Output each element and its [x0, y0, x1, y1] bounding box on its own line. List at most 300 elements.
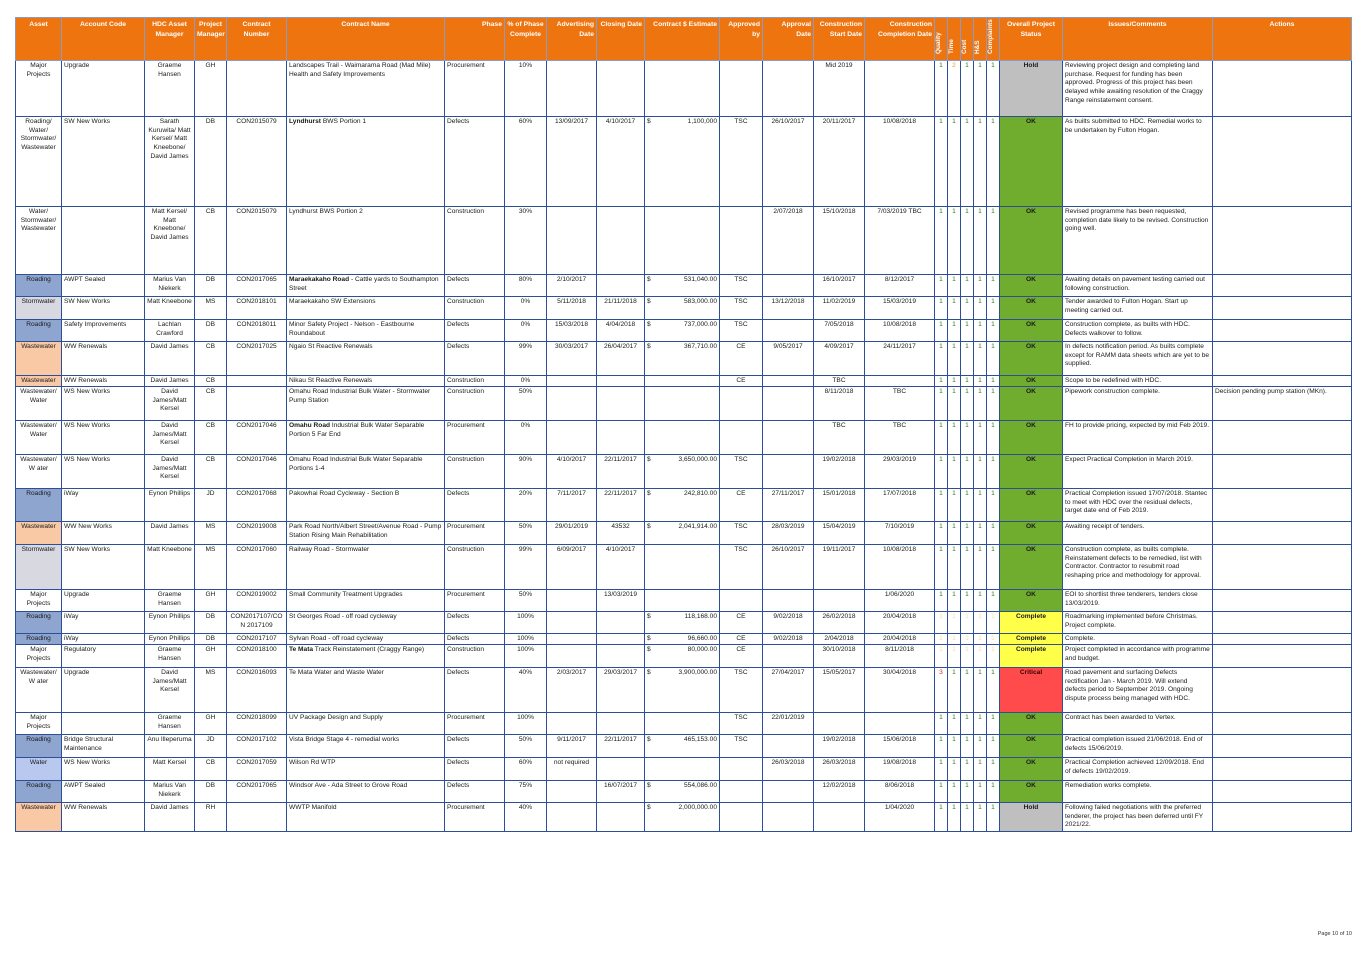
cell-project-manager: CB — [195, 342, 227, 376]
estimate-amount: 242,810.00 — [683, 490, 717, 497]
cell-project-manager: MS — [195, 545, 227, 590]
estimate-amount: 118,168.00 — [684, 613, 717, 620]
cell-asset: Roading — [16, 634, 62, 645]
cell-contract-name — [287, 735, 445, 758]
cell-asset-manager: Graeme Hansen — [145, 645, 195, 668]
estimate-amount: 737,000.00 — [683, 321, 717, 328]
table-row — [16, 668, 1352, 713]
cell-actions — [1213, 489, 1352, 522]
cell-flag-quality: 1 — [935, 320, 948, 342]
cell-issues-comments: Construction complete, as builts complete. Reinstatement defects to be remedied, list with Contractor. Contractor to resubmit road reshaping price and methodology for approval. — [1063, 545, 1213, 590]
cell-approval-date: 27/04/2017 — [763, 668, 814, 713]
table-row — [16, 320, 1352, 342]
cell-issues-comments: Scope to be redefined with HDC. — [1063, 376, 1213, 387]
cell-actions — [1213, 320, 1352, 342]
cell-approved-by — [720, 803, 763, 832]
cell-flag-complaints: 1 — [987, 489, 1000, 522]
cell-flag-quality: 1 — [935, 735, 948, 758]
cell-flag-cost: 1 — [961, 545, 974, 590]
cell-flag-quality: 1 — [935, 387, 948, 421]
cell-closing-date — [597, 387, 645, 421]
cell-construction-completion: TBC — [865, 387, 935, 421]
cell-contract-name — [287, 781, 445, 803]
cell-construction-completion: 15/06/2018 — [865, 735, 935, 758]
cell-flag-cost: 1 — [961, 735, 974, 758]
cell-flag-cost: 1 — [961, 376, 974, 387]
cell-asset: Roading — [16, 735, 62, 758]
col-header: Phase — [445, 18, 505, 61]
cell-construction-start: 26/03/2018 — [814, 758, 865, 781]
cell-asset: Roading/ Water/ Stormwater/ Wastewater — [16, 117, 62, 207]
cell-account-code: iWay — [62, 612, 145, 634]
cell-overall-status: OK — [1000, 455, 1063, 489]
cell-flag-hs: 1 — [974, 735, 987, 758]
cell-actions — [1213, 455, 1352, 489]
cell-contract-number — [227, 803, 287, 832]
cell-flag-hs: 1 — [974, 634, 987, 645]
cell-flag-hs: 1 — [974, 668, 987, 713]
cell-project-manager: CB — [195, 376, 227, 387]
cell-issues-comments: Complete. — [1063, 634, 1213, 645]
cell-approval-date — [763, 275, 814, 297]
cell-closing-date — [597, 376, 645, 387]
cell-issues-comments: Reviewing project design and completing land purchase. Request for funding has been approved. Progress of this project has been delayed while awaiting resolution of the Craggy Range reinstatement consent. — [1063, 61, 1213, 117]
cell-approval-date: 2/07/2018 — [763, 207, 814, 275]
cell-asset: Water — [16, 758, 62, 781]
cell-contract-name — [287, 758, 445, 781]
cell-contract-number: CON2018099 — [227, 713, 287, 735]
cell-closing-date — [597, 207, 645, 275]
cell-asset-manager: Eynon Phillips — [145, 489, 195, 522]
cell-asset: Wastewater/W ater — [16, 455, 62, 489]
cell-contract-number: CON2019008 — [227, 522, 287, 545]
cell-project-manager: CB — [195, 387, 227, 421]
cell-overall-status: OK — [1000, 376, 1063, 387]
cell-flag-cost: 1 — [961, 117, 974, 207]
col-header: Approval Date — [763, 18, 814, 61]
cell-closing-date: 29/03/2017 — [597, 668, 645, 713]
cell-approval-date — [763, 376, 814, 387]
cell-construction-completion — [865, 61, 935, 117]
cell-closing-date — [597, 634, 645, 645]
cell-asset-manager: David James — [145, 522, 195, 545]
cell-asset-manager: Anu Illeperuma — [145, 735, 195, 758]
table-row — [16, 545, 1352, 590]
cell-asset: Roading — [16, 489, 62, 522]
cell-closing-date — [597, 275, 645, 297]
cell-contract-name — [287, 489, 445, 522]
cell-flag-time: 1 — [948, 713, 961, 735]
col-header: Cost — [961, 18, 974, 61]
cell-approved-by: CE — [720, 612, 763, 634]
currency-symbol: $ — [647, 669, 651, 676]
table-row — [16, 713, 1352, 735]
cell-overall-status: OK — [1000, 590, 1063, 612]
cell-closing-date: 22/11/2017 — [597, 455, 645, 489]
cell-flag-time: 1 — [948, 117, 961, 207]
currency-symbol: $ — [647, 646, 651, 653]
cell-approval-date: 22/01/2019 — [763, 713, 814, 735]
currency-symbol: $ — [647, 490, 651, 497]
cell-contract-estimate — [645, 61, 720, 117]
cell-closing-date — [597, 421, 645, 455]
cell-account-code: Upgrade — [62, 668, 145, 713]
table-row — [16, 421, 1352, 455]
cell-flag-time: 1 — [948, 803, 961, 832]
cell-asset-manager: Eynon Phillips — [145, 634, 195, 645]
contract-name-text: Pakowhai Road Cycleway - Section B — [289, 490, 400, 497]
contract-name-text: St Georges Road - off road cycleway — [289, 613, 397, 620]
cell-actions — [1213, 735, 1352, 758]
cell-flag-cost: 1 — [961, 668, 974, 713]
cell-asset-manager: Matt Kneebone — [145, 297, 195, 320]
cell-actions — [1213, 376, 1352, 387]
cell-asset: Major Projects — [16, 645, 62, 668]
cell-approval-date — [763, 645, 814, 668]
cell-actions — [1213, 645, 1352, 668]
cell-overall-status: OK — [1000, 781, 1063, 803]
col-header: Contract Number — [227, 18, 287, 61]
cell-percent-complete: 0% — [505, 320, 547, 342]
cell-flag-hs: 1 — [974, 320, 987, 342]
cell-approved-by: CE — [720, 376, 763, 387]
cell-percent-complete: 50% — [505, 387, 547, 421]
cell-flag-cost: 1 — [961, 634, 974, 645]
cell-flag-hs: 1 — [974, 590, 987, 612]
cell-actions — [1213, 612, 1352, 634]
cell-construction-start: 15/01/2018 — [814, 489, 865, 522]
cell-contract-number — [227, 61, 287, 117]
cell-flag-cost: 1 — [961, 297, 974, 320]
cell-approved-by: TSC — [720, 275, 763, 297]
cell-flag-time: 1 — [948, 668, 961, 713]
cell-phase: Defects — [445, 342, 505, 376]
cell-approved-by — [720, 590, 763, 612]
table-row — [16, 297, 1352, 320]
cell-flag-complaints: 1 — [987, 634, 1000, 645]
currency-symbol: $ — [647, 343, 651, 350]
cell-closing-date: 4/04/2018 — [597, 320, 645, 342]
cell-closing-date: 22/11/2017 — [597, 489, 645, 522]
cell-percent-complete: 20% — [505, 489, 547, 522]
cell-contract-estimate — [645, 645, 720, 668]
cell-asset-manager: Graeme Hansen — [145, 590, 195, 612]
cell-asset: Wastewater/ Water — [16, 387, 62, 421]
cell-construction-start: 11/02/2019 — [814, 297, 865, 320]
cell-actions: Decision pending pump station (MKn). — [1213, 387, 1352, 421]
cell-construction-start — [814, 713, 865, 735]
col-header: Contract Name — [287, 18, 445, 61]
cell-asset: Wastewater/ Water — [16, 421, 62, 455]
contract-name-text: Wilson Rd WTP — [289, 759, 336, 766]
currency-symbol: $ — [647, 456, 651, 463]
cell-asset: Stormwater — [16, 297, 62, 320]
cell-account-code: Upgrade — [62, 61, 145, 117]
cell-flag-cost: 1 — [961, 207, 974, 275]
contract-name-text: Railway Road - Stormwater — [289, 546, 370, 553]
cell-asset-manager: David James — [145, 803, 195, 832]
cell-construction-start: 20/11/2017 — [814, 117, 865, 207]
cell-contract-number: CON2017025 — [227, 342, 287, 376]
cell-issues-comments: Roadmarking implemented before Christmas. Project complete. — [1063, 612, 1213, 634]
cell-construction-start: TBC — [814, 376, 865, 387]
estimate-amount: 96,660.00 — [687, 635, 717, 642]
cell-contract-name — [287, 590, 445, 612]
cell-flag-hs: 1 — [974, 297, 987, 320]
table-header-row — [16, 18, 1352, 61]
cell-contract-estimate — [645, 297, 720, 320]
cell-phase: Defects — [445, 758, 505, 781]
cell-overall-status: OK — [1000, 320, 1063, 342]
cell-project-manager: GH — [195, 645, 227, 668]
cell-phase: Procurement — [445, 421, 505, 455]
cell-flag-time: 1 — [948, 297, 961, 320]
cell-flag-hs: 1 — [974, 489, 987, 522]
cell-construction-completion: 17/07/2018 — [865, 489, 935, 522]
cell-contract-number: CON2017102 — [227, 735, 287, 758]
col-header: Issues/Comments — [1063, 18, 1213, 61]
cell-actions — [1213, 803, 1352, 832]
cell-contract-estimate — [645, 713, 720, 735]
cell-phase: Defects — [445, 117, 505, 207]
cell-contract-estimate — [645, 781, 720, 803]
contract-name-text: BWS Portion 1 — [321, 118, 367, 125]
cell-approval-date: 9/02/2018 — [763, 634, 814, 645]
cell-advertising-date — [547, 612, 597, 634]
col-header: Approved by — [720, 18, 763, 61]
cell-contract-number: CON2017065 — [227, 275, 287, 297]
col-header: Construction Start Date — [814, 18, 865, 61]
cell-phase: Construction — [445, 297, 505, 320]
cell-flag-quality: 1 — [935, 522, 948, 545]
cell-project-manager: GH — [195, 590, 227, 612]
cell-flag-time: 1 — [948, 645, 961, 668]
cell-flag-time: 1 — [948, 612, 961, 634]
cell-asset-manager: David James — [145, 342, 195, 376]
currency-symbol: $ — [647, 736, 651, 743]
cell-actions — [1213, 522, 1352, 545]
cell-advertising-date — [547, 207, 597, 275]
cell-flag-complaints: 1 — [987, 803, 1000, 832]
cell-project-manager: JD — [195, 735, 227, 758]
cell-flag-time: 1 — [948, 522, 961, 545]
cell-flag-hs: 1 — [974, 758, 987, 781]
cell-project-manager: DB — [195, 612, 227, 634]
cell-account-code: WS New Works — [62, 455, 145, 489]
cell-flag-complaints: 1 — [987, 713, 1000, 735]
estimate-amount: 3,900,000.00 — [678, 669, 717, 676]
cell-actions — [1213, 590, 1352, 612]
cell-phase: Defects — [445, 668, 505, 713]
cell-approved-by — [720, 207, 763, 275]
cell-project-manager: GH — [195, 713, 227, 735]
cell-flag-quality: 1 — [935, 781, 948, 803]
cell-closing-date: 4/10/2017 — [597, 117, 645, 207]
cell-construction-completion: 15/03/2019 — [865, 297, 935, 320]
cell-overall-status: OK — [1000, 522, 1063, 545]
cell-flag-cost: 1 — [961, 803, 974, 832]
cell-issues-comments: In defects notification period. As builts complete except for RAMM data sheets which are yet to be supplied. — [1063, 342, 1213, 376]
cell-construction-completion: 20/04/2018 — [865, 634, 935, 645]
cell-issues-comments: Practical Completion issued 17/07/2018. Stantec to meet with HDC over the residual defects, target date end of Feb 2019. — [1063, 489, 1213, 522]
cell-construction-start: 19/02/2018 — [814, 735, 865, 758]
cell-contract-estimate — [645, 668, 720, 713]
cell-account-code: Regulatory — [62, 645, 145, 668]
cell-closing-date — [597, 61, 645, 117]
cell-approval-date — [763, 803, 814, 832]
cell-flag-hs: 1 — [974, 387, 987, 421]
cell-asset: Stormwater — [16, 545, 62, 590]
cell-phase: Construction — [445, 376, 505, 387]
cell-flag-time: 1 — [948, 545, 961, 590]
cell-approval-date — [763, 61, 814, 117]
cell-contract-number: CON2017060 — [227, 545, 287, 590]
cell-contract-name — [287, 117, 445, 207]
cell-flag-quality: 1 — [935, 275, 948, 297]
cell-asset-manager: Sarath Kuruwita/ Matt Kersel/ Matt Kneebone/ David James — [145, 117, 195, 207]
cell-account-code: iWay — [62, 489, 145, 522]
cell-flag-hs: 1 — [974, 376, 987, 387]
cell-approved-by — [720, 781, 763, 803]
contract-name-text: Vista Bridge Stage 4 - remedial works — [289, 736, 400, 743]
cell-overall-status: OK — [1000, 297, 1063, 320]
cell-contract-estimate — [645, 590, 720, 612]
col-header: Advertising Date — [547, 18, 597, 61]
cell-flag-complaints: 1 — [987, 758, 1000, 781]
cell-flag-time: 1 — [948, 421, 961, 455]
cell-project-manager: MS — [195, 297, 227, 320]
cell-advertising-date: 2/10/2017 — [547, 275, 597, 297]
table-row — [16, 758, 1352, 781]
cell-flag-complaints: 1 — [987, 61, 1000, 117]
cell-account-code: AWPT Sealed — [62, 275, 145, 297]
cell-flag-complaints: 1 — [987, 421, 1000, 455]
cell-actions — [1213, 634, 1352, 645]
cell-approval-date: 9/02/2018 — [763, 612, 814, 634]
table-row — [16, 376, 1352, 387]
cell-project-manager: MS — [195, 668, 227, 713]
cell-construction-start: 15/05/2017 — [814, 668, 865, 713]
cell-project-manager: DB — [195, 634, 227, 645]
cell-account-code: Upgrade — [62, 590, 145, 612]
cell-contract-estimate — [645, 758, 720, 781]
cell-construction-start: 15/04/2019 — [814, 522, 865, 545]
contract-name-text: Minor Safety Project - Nelson - Eastbourne Roundabout — [289, 321, 415, 337]
cell-flag-complaints: 1 — [987, 376, 1000, 387]
col-header: H&S — [974, 18, 987, 61]
cell-advertising-date — [547, 376, 597, 387]
cell-phase: Procurement — [445, 590, 505, 612]
cell-construction-completion: 20/04/2018 — [865, 612, 935, 634]
cell-flag-complaints: 1 — [987, 117, 1000, 207]
cell-contract-number: CON2016093 — [227, 668, 287, 713]
cell-phase: Construction — [445, 545, 505, 590]
cell-construction-completion: 19/08/2018 — [865, 758, 935, 781]
cell-phase: Construction — [445, 455, 505, 489]
cell-contract-estimate — [645, 117, 720, 207]
table-row — [16, 522, 1352, 545]
cell-flag-complaints: 1 — [987, 207, 1000, 275]
cell-approved-by: CE — [720, 342, 763, 376]
cell-closing-date: 16/07/2017 — [597, 781, 645, 803]
cell-percent-complete: 30% — [505, 207, 547, 275]
cell-construction-completion: 8/12/2017 — [865, 275, 935, 297]
cell-asset-manager: Marius Van Niekerk — [145, 275, 195, 297]
cell-contract-name — [287, 297, 445, 320]
cell-contract-name — [287, 275, 445, 297]
cell-flag-complaints: 1 — [987, 545, 1000, 590]
table-row — [16, 61, 1352, 117]
cell-advertising-date: 2/03/2017 — [547, 668, 597, 713]
cell-flag-time: 1 — [948, 489, 961, 522]
cell-construction-completion: 1/06/2020 — [865, 590, 935, 612]
cell-contract-estimate — [645, 522, 720, 545]
cell-contract-name — [287, 803, 445, 832]
cell-construction-start — [814, 803, 865, 832]
cell-construction-completion: 7/10/2019 — [865, 522, 935, 545]
cell-flag-time: 1 — [948, 455, 961, 489]
col-header: Actions — [1213, 18, 1352, 61]
cell-actions — [1213, 781, 1352, 803]
cell-closing-date: 21/11/2018 — [597, 297, 645, 320]
cell-flag-complaints: 1 — [987, 645, 1000, 668]
cell-issues-comments: Remediation works complete. — [1063, 781, 1213, 803]
cell-flag-complaints: 1 — [987, 275, 1000, 297]
cell-overall-status: Complete — [1000, 645, 1063, 668]
cell-flag-time: 1 — [948, 590, 961, 612]
cell-closing-date: 22/11/2017 — [597, 735, 645, 758]
cell-contract-name — [287, 421, 445, 455]
cell-project-manager: DB — [195, 320, 227, 342]
cell-flag-cost: 1 — [961, 275, 974, 297]
col-header: Account Code — [62, 18, 145, 61]
cell-issues-comments: Practical Completion achieved 12/09/2018. End of defects 19/02/2019. — [1063, 758, 1213, 781]
table-row — [16, 803, 1352, 832]
cell-project-manager: CB — [195, 758, 227, 781]
cell-flag-hs: 1 — [974, 207, 987, 275]
estimate-amount: 2,000,000.00 — [678, 804, 717, 811]
currency-symbol: $ — [647, 635, 651, 642]
cell-contract-number — [227, 387, 287, 421]
currency-symbol: $ — [647, 782, 651, 789]
cell-flag-cost: 1 — [961, 758, 974, 781]
cell-flag-time: 1 — [948, 735, 961, 758]
cell-asset-manager: David James/Matt Kersel — [145, 668, 195, 713]
cell-contract-estimate — [645, 207, 720, 275]
cell-account-code: SW New Works — [62, 117, 145, 207]
contract-name-text: Omahu Road Industrial Bulk Water - Stormwater Pump Station — [289, 388, 431, 404]
cell-approval-date — [763, 455, 814, 489]
cell-flag-cost: 1 — [961, 612, 974, 634]
estimate-amount: 3,650,000.00 — [678, 456, 717, 463]
cell-contract-estimate — [645, 545, 720, 590]
cell-asset: Roading — [16, 320, 62, 342]
contract-name-text: Ngaio St Reactive Renewals — [289, 343, 373, 350]
cell-contract-estimate — [645, 275, 720, 297]
cell-approval-date — [763, 590, 814, 612]
estimate-amount: 583,000.00 — [683, 298, 717, 305]
cell-construction-start: TBC — [814, 421, 865, 455]
cell-contract-estimate — [645, 342, 720, 376]
estimate-amount: 80,000.00 — [687, 646, 717, 653]
cell-asset-manager: Matt Kneebone — [145, 545, 195, 590]
cell-contract-name — [287, 713, 445, 735]
cell-contract-name — [287, 612, 445, 634]
cell-contract-estimate — [645, 320, 720, 342]
cell-contract-number: CON2018100 — [227, 645, 287, 668]
cell-asset-manager: Matt Kersel — [145, 758, 195, 781]
cell-asset-manager: David James/Matt Kersel — [145, 455, 195, 489]
